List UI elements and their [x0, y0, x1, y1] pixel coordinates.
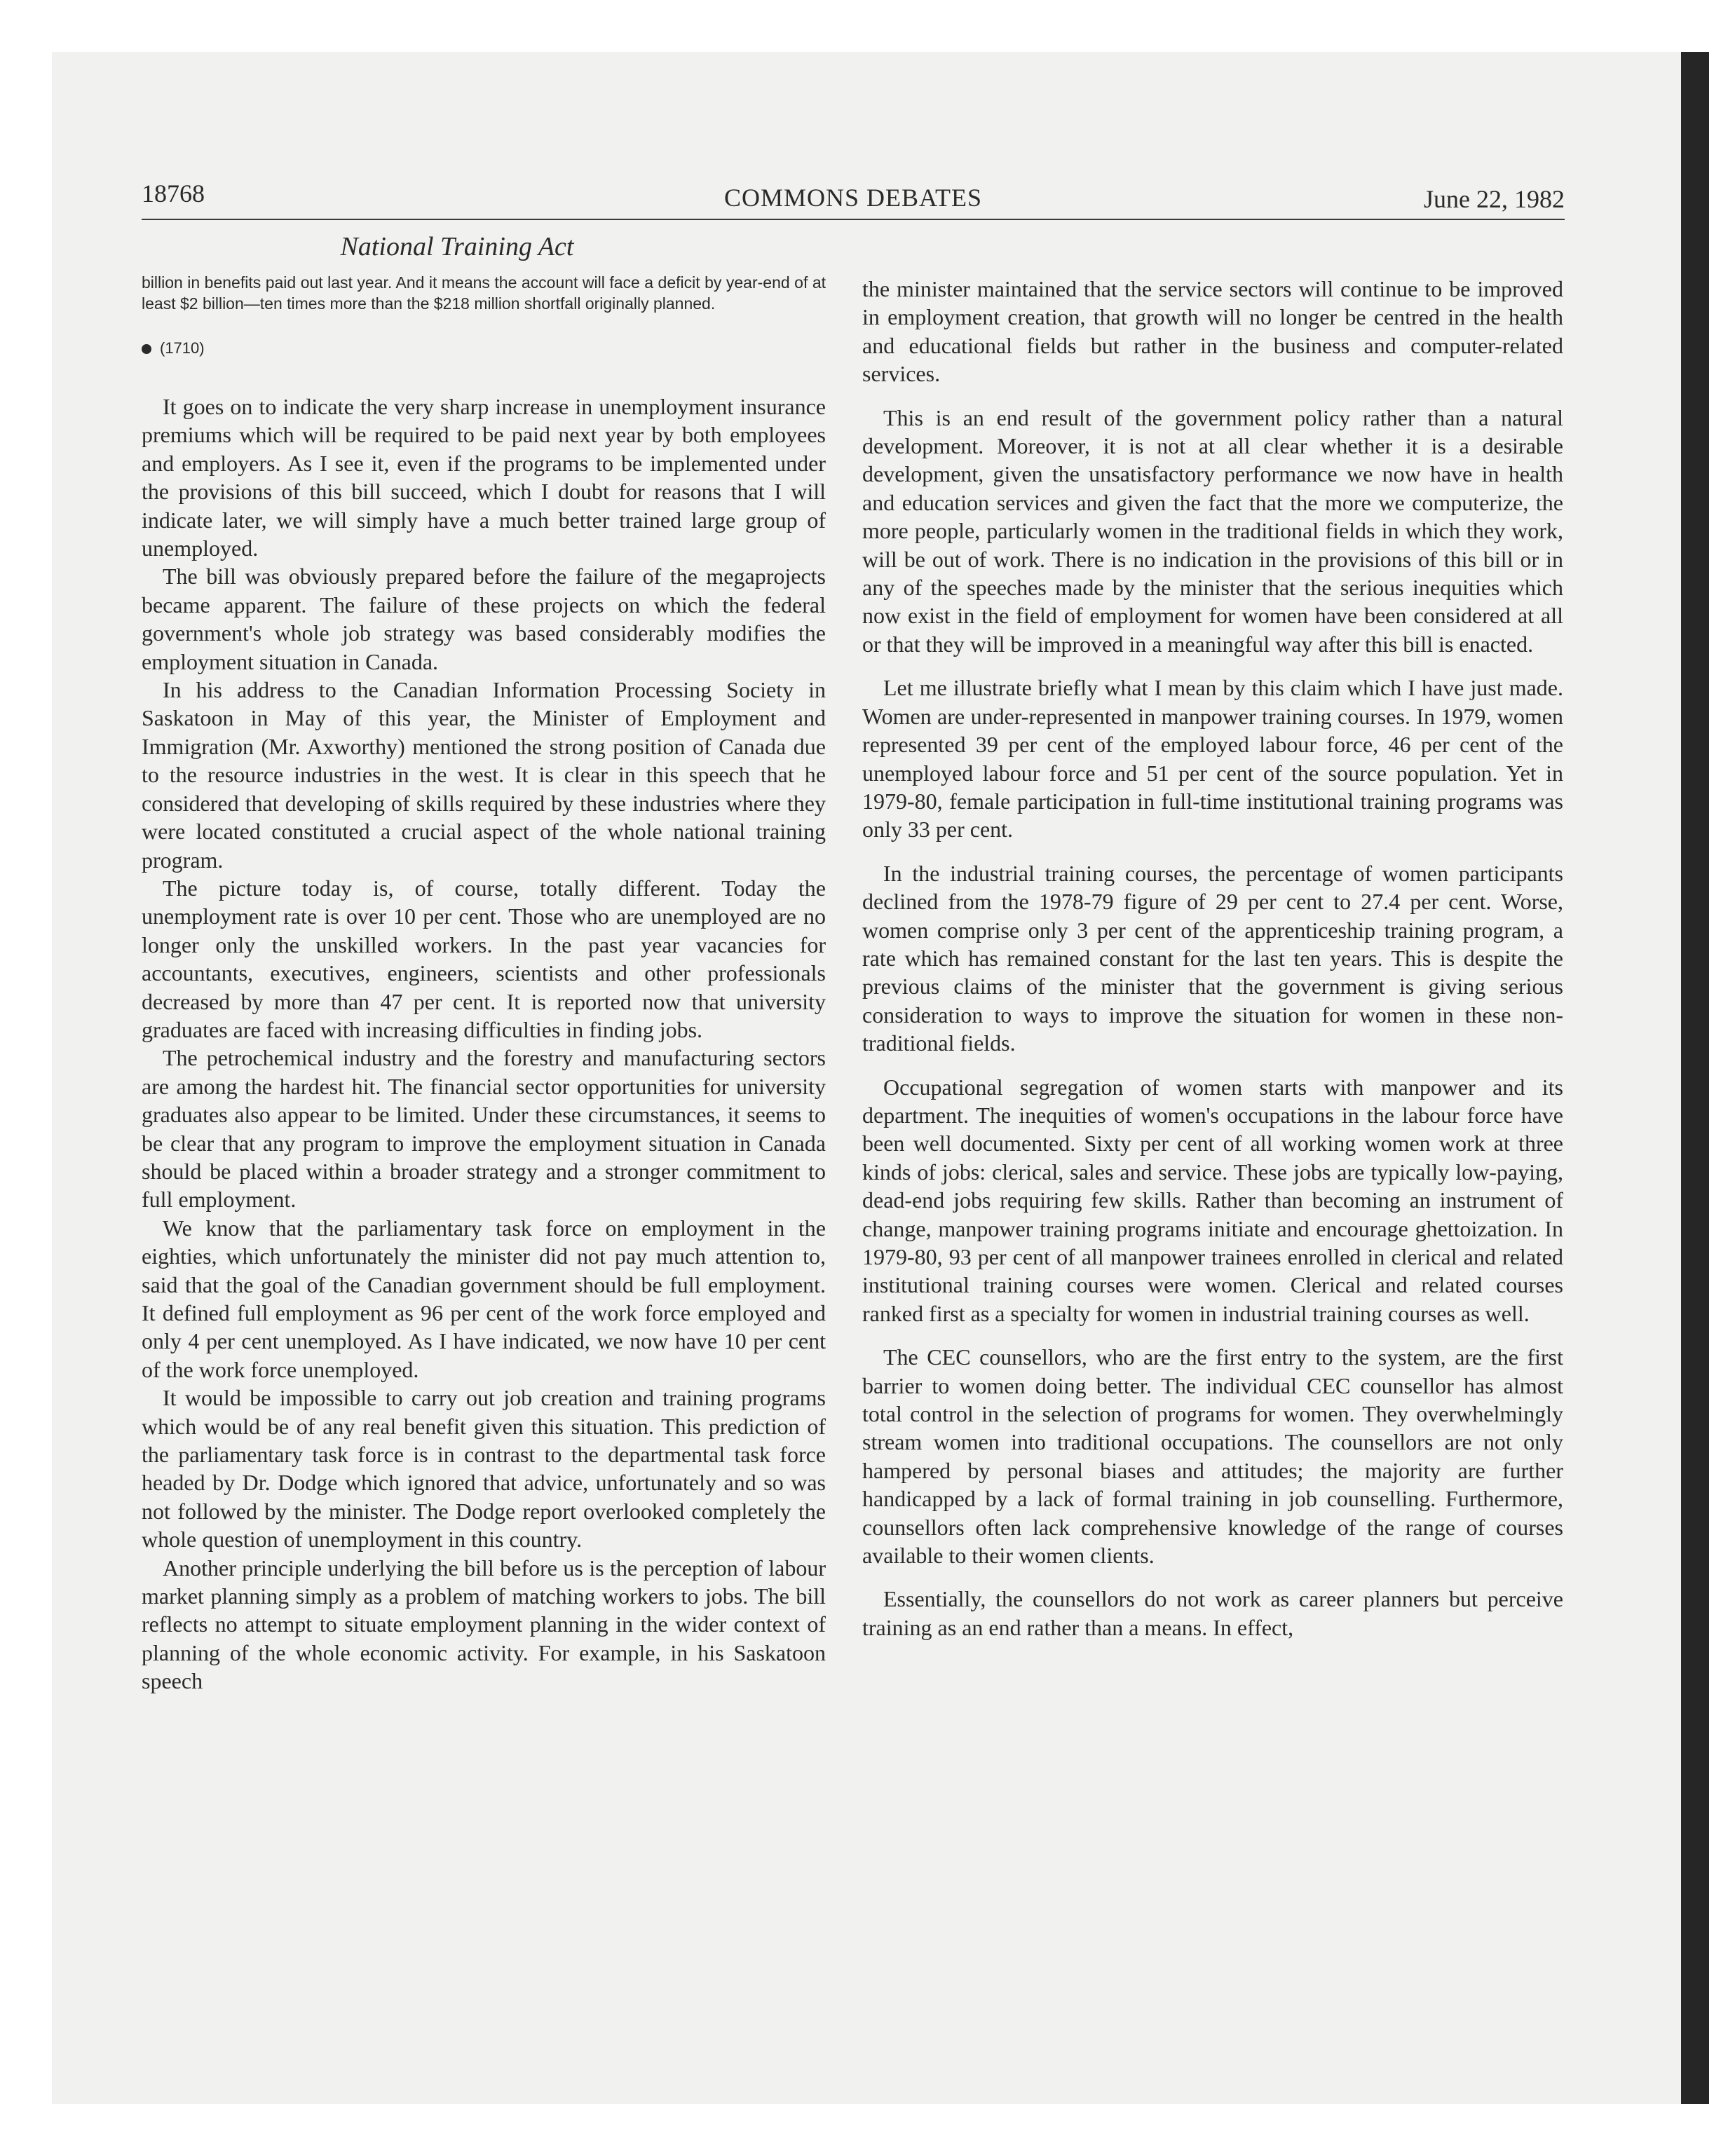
paragraph: This is an end result of the government policy rather than a natural development. Moreover, it is not at all clear whether it is a desirable development, given the unsatisfactory performance we now have in health and education services and given the fact that the more we computerize, the more people, particularly women in the traditional fields in which they work, will be out of work. There is no indication in the provisions of this bill or in any of the speeches made by the minister that the serious inequities which now exist in the field of employment for women have been considered at all or that they will be improved in a meaningful way after this bill is enacted.: [862, 404, 1563, 657]
page-header: [142, 177, 1565, 220]
time-marker: [142, 338, 826, 359]
paragraph: Occupational segregation of women starts with manpower and its department. The inequities of women's occupations in the labour force have been well documented. Sixty per cent of all working women work at three kinds of jobs: clerical, sales and service. These jobs are typically low-paying, dead-end jobs requiring few skills. Rather than becoming an instrument of change, manpower training programs initiate and encourage ghettoization. In 1979-80, 93 per cent of all manpower trainees enrolled in clerical and related institutional training courses were women. Clerical and related courses ranked first as a specialty for women in industrial training courses as well.: [862, 1074, 1563, 1326]
paragraph: The CEC counsellors, who are the first entry to the system, are the first barrier to women doing better. The individual CEC counsellor has almost total control in the selection of programs for women. They overwhelmingly stream women into traditional occupations. The counsellors are not only hampered by personal biases and attitudes; the majority are further handicapped by a lack of formal training in job counselling. Furthermore, counsellors often lack comprehensive knowledge of the range of courses available to their women clients.: [862, 1344, 1563, 1569]
paragraph: It would be impossible to carry out job creation and training programs which would be of any real benefit given this situation. This prediction of the parliamentary task force is in contrast to the departmental task force headed by Dr. Dodge which ignored that advice, unfortunately and so was not followed by the minister. The Dodge report overlooked completely the whole question of unemployment in this country.: [142, 1385, 826, 1553]
paragraph: The bill was obviously prepared before the failure of the megaprojects became apparent. The failure of these projects on which the federal government's whole job strategy was based considerably modifies the employment situation in Canada.: [142, 564, 826, 674]
page-number: 18768: [142, 179, 205, 207]
section-title: National Training Act: [340, 232, 574, 261]
quoted-excerpt: billion in benefits paid out last year. And it means the account will face a deficit by year-end of at least $2 billion—ten times more than the $218 million shortfall originally planned.: [142, 273, 826, 313]
left-column: [142, 272, 826, 2066]
bullet-icon: [142, 344, 151, 354]
paragraph: We know that the parliamentary task force on employment in the eighties, which unfortunately the minister did not pay much attention to, said that the goal of the Canadian government should be full employment. It defined full employment as 96 per cent of the work force employed and only 4 per cent unemployed. As I have indicated, we now have 10 per cent of the work force unemployed.: [142, 1215, 826, 1382]
paragraph: Let me illustrate briefly what I mean by this claim which I have just made. Women are under-represented in manpower training courses. In 1979, women represented 39 per cent of the employed labour force, 46 per cent of the unemployed labour force and 51 per cent of the source population. Yet in 1979-80, female participation in full-time institutional training programs was only 33 per cent.: [862, 675, 1563, 842]
paragraph: In his address to the Canadian Information Processing Society in Saskatoon in May of this year, the Minister of Employment and Immigration (Mr. Axworthy) mentioned the strong position of Canada due to the resource industries in the west. It is clear in this speech that he considered that developing of skills required by these industries where they were located constituted a crucial aspect of the whole national training program.: [142, 677, 826, 873]
paragraph: Another principle underlying the bill before us is the perception of labour market planning simply as a problem of matching workers to jobs. The bill reflects no attempt to situate employment planning in the wider context of planning of the whole economic activity. For example, in his Saskatoon speech: [142, 1555, 826, 1694]
paragraph: The picture today is, of course, totally different. Today the unemployment rate is over 10 per cent. Those who are unemployed are no longer only the unskilled workers. In the past year vacancies for accountants, executives, engineers, scientists and other professionals decreased by more than 47 per cent. It is reported now that university graduates are faced with increasing difficulties in finding jobs.: [142, 875, 826, 1042]
paragraph: In the industrial training courses, the percentage of women participants declined from the 1978-79 figure of 29 per cent to 27.4 per cent. Worse, women comprise only 3 per cent of the apprenticeship training program, a rate which has remained constant for the last ten years. This is despite the previous claims of the minister that the government is giving serious consideration to ways to improve the situation for women in these non-traditional fields.: [862, 860, 1563, 1056]
time-marker-label: (1710): [160, 339, 205, 357]
paragraph: the minister maintained that the service sectors will continue to be improved in employment creation, that growth will no longer be centred in the health and educational fields but rather in the business and computer-related services.: [862, 276, 1563, 387]
paragraph: The petrochemical industry and the forestry and manufacturing sectors are among the hardest hit. The financial sector opportunities for university graduates also appear to be limited. Under these circumstances, it seems to be clear that any program to improve the employment situation in Canada should be placed within a broader strategy and a stronger commitment to full employment.: [142, 1045, 826, 1213]
right-column: [862, 275, 1563, 2069]
paragraph: It goes on to indicate the very sharp increase in unemployment insurance premiums which will be required to be paid next year by both employees and employers. As I see it, even if the programs to be implemented under the provisions of this bill succeed, which I doubt for reasons that I will indicate later, we will simply have a much better trained large group of unemployed.: [142, 394, 826, 561]
paragraph: Essentially, the counsellors do not work as career planners but perceive training as an end rather than a means. In effect,: [862, 1586, 1563, 1640]
scan-edge-shadow: [1681, 52, 1709, 2104]
page-date: June 22, 1982: [1424, 185, 1565, 213]
publication-title: COMMONS DEBATES: [723, 184, 983, 212]
